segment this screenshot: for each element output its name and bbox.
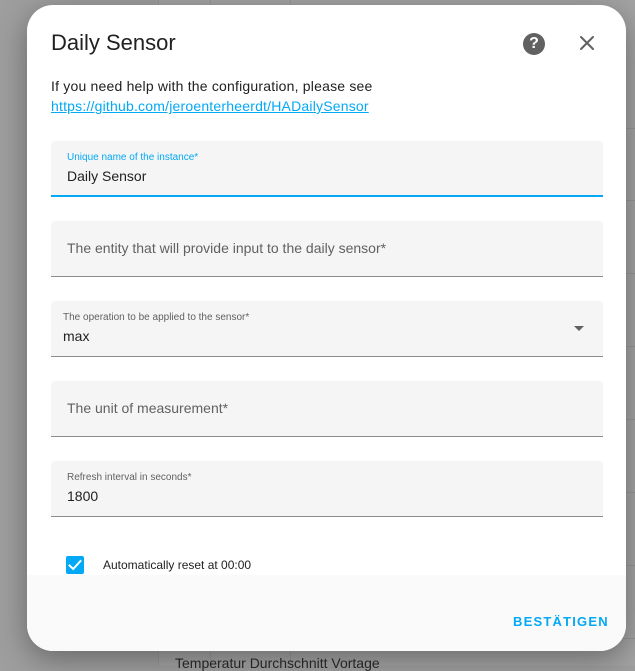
checkmark-icon bbox=[66, 556, 84, 574]
unit-placeholder: The unit of measurement* bbox=[67, 400, 229, 416]
background-row-label: Temperatur Durchschnitt Vortage bbox=[175, 655, 380, 671]
instance-name-value: Daily Sensor bbox=[67, 168, 147, 184]
refresh-interval-value: 1800 bbox=[67, 488, 99, 504]
operation-select[interactable] bbox=[51, 301, 603, 357]
unit-field[interactable] bbox=[51, 381, 603, 437]
close-icon[interactable] bbox=[575, 31, 599, 55]
config-dialog bbox=[27, 5, 626, 651]
operation-value: max bbox=[63, 328, 90, 344]
confirm-button[interactable]: BESTÄTIGEN bbox=[513, 614, 609, 629]
instance-name-field[interactable] bbox=[51, 141, 603, 197]
dialog-title: Daily Sensor bbox=[51, 30, 176, 55]
auto-reset-checkbox[interactable] bbox=[66, 556, 84, 574]
instance-name-label: Unique name of the instance* bbox=[67, 152, 199, 163]
help-icon[interactable]: ? bbox=[523, 33, 545, 55]
dialog-footer bbox=[27, 575, 626, 651]
auto-reset-label: Automatically reset at 00:00 bbox=[103, 558, 252, 572]
refresh-interval-field[interactable] bbox=[51, 461, 603, 517]
help-text: If you need help with the configuration, please see bbox=[51, 78, 373, 94]
operation-label: The operation to be applied to the sensor* bbox=[63, 312, 250, 323]
dropdown-arrow-icon[interactable] bbox=[574, 326, 584, 331]
entity-placeholder: The entity that will provide input to the daily sensor* bbox=[67, 240, 387, 256]
refresh-interval-label: Refresh interval in seconds* bbox=[67, 472, 192, 483]
entity-field[interactable] bbox=[51, 221, 603, 277]
help-link[interactable]: https://github.com/jeroenterheerdt/HADailySensor bbox=[51, 98, 369, 114]
